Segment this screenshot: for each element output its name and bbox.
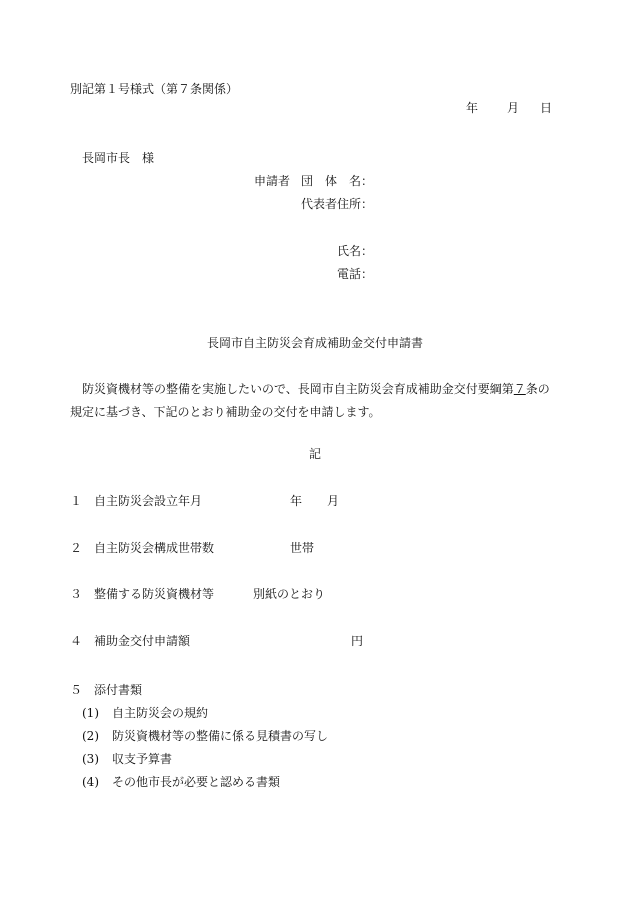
attachment-2-number: (2) (82, 729, 99, 743)
applicant-label: 申請者 (254, 174, 291, 188)
item-2-label: 自主防災会構成世帯数 (94, 541, 215, 555)
item-1-month: 月 (327, 494, 340, 508)
body-line-1 (82, 382, 550, 396)
group-name-label: 団 体 名： (301, 174, 374, 188)
body-line-1-post: 条の (525, 382, 550, 396)
item-4-number: ４ (70, 634, 83, 648)
item-1-number: １ (70, 494, 83, 508)
form-id: 別記第１号様式（第７条関係） (70, 82, 239, 96)
attachment-2-label: 防災資機材等の整備に係る見積書の写し (112, 729, 329, 743)
attachment-4-label: その他市長が必要と認める書類 (112, 775, 281, 789)
item-2-value: 世帯 (290, 541, 315, 555)
phone-label: 電話： (337, 267, 374, 281)
item-4-label: 補助金交付申請額 (94, 634, 191, 648)
attachment-4-number: (4) (82, 775, 99, 789)
item-1-label: 自主防災会設立年月 (94, 494, 203, 508)
item-5-number: ５ (70, 683, 83, 697)
body-line-2: 規定に基づき、下記のとおり補助金の交付を申請します。 (70, 405, 381, 419)
attachment-1-label: 自主防災会の規約 (112, 706, 209, 720)
item-3-label: 整備する防災資機材等 (94, 587, 215, 601)
item-1-year: 年 (290, 494, 303, 508)
ki-heading: 記 (308, 447, 321, 461)
name-label: 氏名： (337, 244, 374, 258)
item-3-value: 別紙のとおり (253, 587, 326, 601)
rep-address-label: 代表者住所： (301, 197, 374, 211)
date-day-label: 日 (540, 101, 553, 115)
body-line-1-pre: 防災資機材等の整備を実施したいので、長岡市自主防災会育成補助金交付要綱第 (82, 382, 514, 396)
item-4-value: 円 (351, 634, 364, 648)
date-month-label: 月 (507, 101, 520, 115)
attachment-1-number: (1) (82, 706, 99, 720)
attachment-3-number: (3) (82, 752, 99, 766)
item-3-number: ３ (70, 587, 83, 601)
item-2-number: ２ (70, 541, 83, 555)
attachment-3-label: 収支予算書 (112, 752, 173, 766)
date-year-label: 年 (466, 101, 479, 115)
item-5-label: 添付書類 (94, 683, 143, 697)
article-number: ７ (513, 382, 526, 396)
addressee: 長岡市長 様 (82, 151, 155, 165)
document-title: 長岡市自主防災会育成補助金交付申請書 (206, 336, 423, 350)
